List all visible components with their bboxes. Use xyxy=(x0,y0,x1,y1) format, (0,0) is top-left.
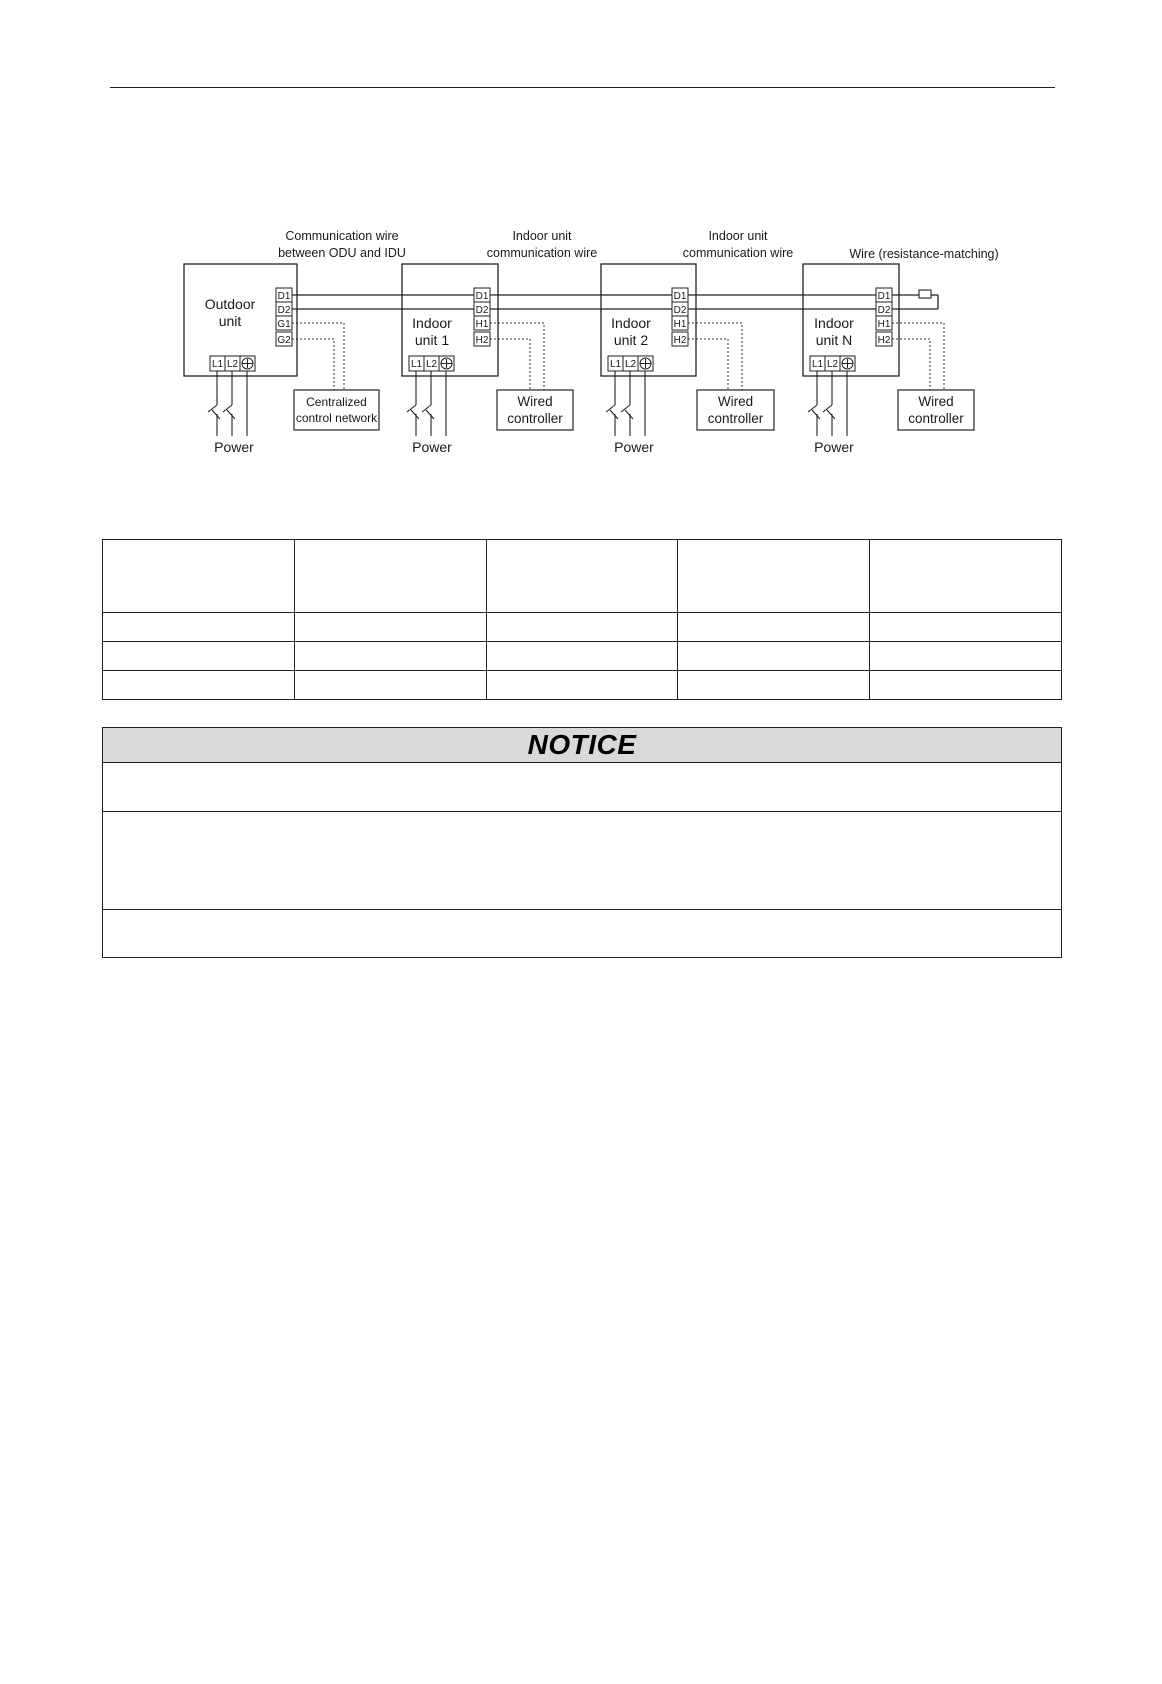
h2-dotted-wire-unit2 xyxy=(688,339,728,390)
notice-item xyxy=(103,910,1061,957)
table-header-cell xyxy=(103,540,295,613)
unitn-terminal-h1: H1 xyxy=(877,319,891,330)
unit1-terminal-d2: D2 xyxy=(475,305,489,316)
label-odu-idu-wire-2: between ODU and IDU xyxy=(278,246,406,260)
table-header-cell xyxy=(870,540,1062,613)
label-idu-comm-wire-1b: communication wire xyxy=(486,246,598,260)
table-cell xyxy=(870,642,1062,671)
label-idu-comm-wire-1a: Indoor unit xyxy=(512,229,572,243)
table-cell xyxy=(486,671,678,700)
h2-dotted-wire-unitn xyxy=(892,339,930,390)
centralized-control-box xyxy=(294,390,379,430)
unit2-terminal-l2: L2 xyxy=(624,359,637,370)
label-odu-idu-wire-1: Communication wire xyxy=(285,229,399,243)
table-cell xyxy=(486,642,678,671)
unitn-terminal-l2: L2 xyxy=(826,359,839,370)
label-resistance-wire: Wire (resistance-matching) xyxy=(849,247,999,261)
wired-controller-n-label-1: Wired xyxy=(918,394,954,409)
table-cell xyxy=(678,642,870,671)
g1-dotted-wire xyxy=(292,323,344,390)
table-cell xyxy=(678,671,870,700)
table-cell xyxy=(870,613,1062,642)
h1-dotted-wire-unitn xyxy=(892,323,944,390)
indoor-unit-1-label-2: unit 1 xyxy=(414,332,450,348)
centralized-label-2: control network xyxy=(295,411,378,425)
label-idu-comm-wire-2b: communication wire xyxy=(682,246,794,260)
unitn-terminal-h2: H2 xyxy=(877,335,891,346)
power-label-unit2: Power xyxy=(614,439,654,455)
wired-controller-n xyxy=(898,390,974,430)
table-cell xyxy=(870,671,1062,700)
unit2-terminal-h2: H2 xyxy=(673,335,687,346)
wired-controller-1-label-1: Wired xyxy=(517,394,553,409)
unitn-terminal-l1: L1 xyxy=(811,359,824,370)
outdoor-unit-label-1: Outdoor xyxy=(204,296,256,312)
table-row xyxy=(103,642,1062,671)
wired-controller-2-label-2: controller xyxy=(707,411,764,426)
g2-dotted-wire xyxy=(292,339,334,390)
label-idu-comm-wire-2a: Indoor unit xyxy=(708,229,768,243)
table-row xyxy=(103,613,1062,642)
table-cell xyxy=(294,671,486,700)
notice-item xyxy=(103,812,1061,910)
table-header-cell xyxy=(486,540,678,613)
notice-title: NOTICE xyxy=(103,728,1061,763)
indoor-unit-n-label-1: Indoor xyxy=(814,315,854,331)
wired-controller-1 xyxy=(497,390,573,430)
unitn-terminal-d2: D2 xyxy=(877,305,891,316)
wiring-diagram xyxy=(0,0,1162,480)
indoor-unit-n-label-2: unit N xyxy=(815,332,853,348)
terminal-g2: G2 xyxy=(277,335,291,346)
table-cell xyxy=(294,613,486,642)
unit1-terminal-l2: L2 xyxy=(425,359,438,370)
notice-item xyxy=(103,763,1061,812)
table-header-cell xyxy=(678,540,870,613)
indoor-unit-1-label-1: Indoor xyxy=(412,315,452,331)
indoor-unit-2 xyxy=(601,264,696,455)
unit1-terminal-h1: H1 xyxy=(475,319,489,330)
wired-controller-1-label-2: controller xyxy=(507,411,563,426)
unit2-terminal-l1: L1 xyxy=(609,359,622,370)
power-label-outdoor: Power xyxy=(214,439,254,455)
wired-controller-2-label-1: Wired xyxy=(717,394,754,409)
table-header-cell xyxy=(294,540,486,613)
outdoor-unit xyxy=(184,264,297,455)
wired-controller-2 xyxy=(697,390,774,430)
unit2-terminal-h1: H1 xyxy=(673,319,687,330)
terminal-d1: D1 xyxy=(277,291,291,302)
table-cell xyxy=(103,642,295,671)
indoor-unit-1 xyxy=(402,264,498,455)
h2-dotted-wire-unit1 xyxy=(490,339,530,390)
outdoor-unit-label-2: unit xyxy=(218,313,242,329)
resistor-symbol xyxy=(919,290,931,298)
unit1-terminal-h2: H2 xyxy=(475,335,489,346)
indoor-unit-2-label-1: Indoor xyxy=(611,315,651,331)
power-label-unit1: Power xyxy=(412,439,452,455)
notice-box xyxy=(102,727,1062,958)
terminal-l1: L1 xyxy=(211,359,224,370)
table-cell xyxy=(103,613,295,642)
table-cell xyxy=(294,642,486,671)
table-cell xyxy=(678,613,870,642)
terminal-d2: D2 xyxy=(277,305,291,316)
table-cell xyxy=(103,671,295,700)
unit2-terminal-d1: D1 xyxy=(673,291,687,302)
indoor-unit-2-label-2: unit 2 xyxy=(613,332,649,348)
table-cell xyxy=(486,613,678,642)
spec-table xyxy=(102,539,1062,700)
unit1-terminal-d1: D1 xyxy=(475,291,489,302)
wired-controller-n-label-2: controller xyxy=(908,411,964,426)
terminal-l2: L2 xyxy=(226,359,239,370)
centralized-label-1: Centralized xyxy=(306,395,367,409)
power-label-unitn: Power xyxy=(814,439,854,455)
table-header-row xyxy=(103,540,1062,613)
indoor-unit-n xyxy=(803,264,899,455)
unitn-terminal-d1: D1 xyxy=(877,291,891,302)
unit1-terminal-l1: L1 xyxy=(410,359,423,370)
table-row xyxy=(103,671,1062,700)
terminal-g1: G1 xyxy=(277,319,291,330)
unit2-terminal-d2: D2 xyxy=(673,305,687,316)
